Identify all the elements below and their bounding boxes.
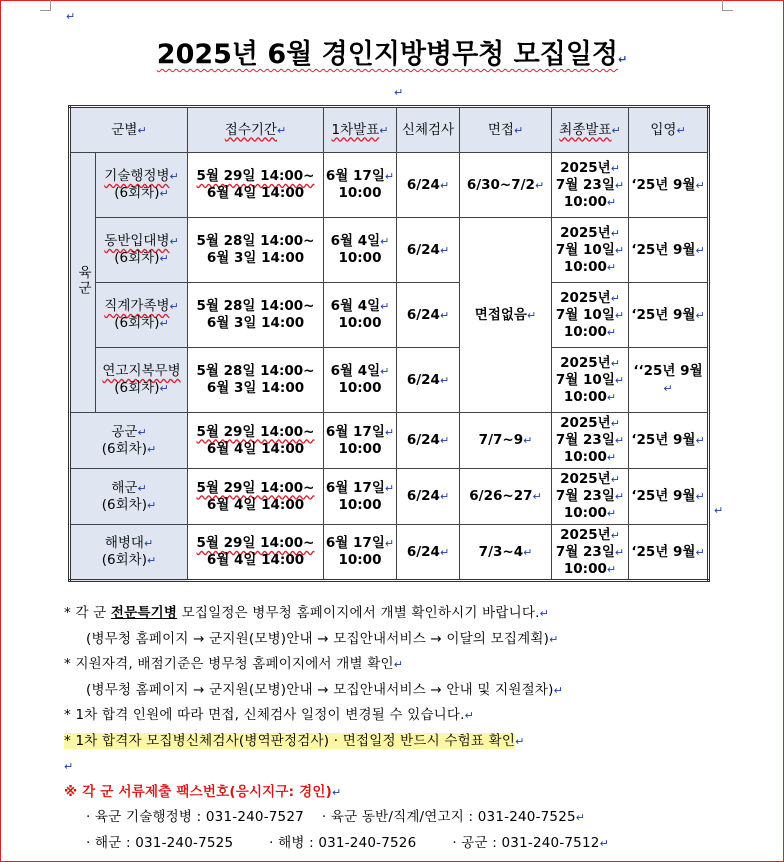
header-interview: 면접↵ <box>460 107 552 153</box>
first-result-cell: 6월 17일↵ 10:00 <box>324 413 397 469</box>
branch-name: 공군↵ (6회차)↵ <box>70 413 188 469</box>
enlist-cell: ‘25년 9월↵ <box>629 525 709 581</box>
note-eligibility-path: (병무청 홈페이지 → 군지원(모병)안내 → 모집안내서비스 → 안내 및 지원절차)↵ <box>86 681 563 698</box>
table-row <box>70 283 709 348</box>
final-result-cell: 2025년↵ 7월 23일↵ 10:00↵ <box>552 525 629 581</box>
period-cell: 5월 29일 14:00~ 6월 4일 14:00 <box>188 413 324 469</box>
final-result-cell: 2025년↵ 7월 23일↵ 10:00↵ <box>552 413 629 469</box>
group-label: 육군 <box>75 265 91 296</box>
enlist-cell: ‘‘25년 9월↵ <box>629 348 709 413</box>
header-physical: 신체검사 <box>397 107 460 153</box>
period-cell: 5월 28일 14:00~ 6월 3일 14:00 <box>188 283 324 348</box>
enlist-cell: ‘25년 9월↵ <box>629 153 709 218</box>
branch-name: 해병대↵ (6회차)↵ <box>70 525 188 581</box>
interview-cell: 6/26~27↵ <box>460 469 552 525</box>
paragraph-mark: ↵ <box>394 86 404 99</box>
table-header-row <box>70 107 709 153</box>
paragraph-mark: ↵ <box>66 10 76 23</box>
interview-cell: 면접없음↵ <box>460 218 552 413</box>
final-result-cell: 2025년↵ 7월 23일↵ 10:00↵ <box>552 153 629 218</box>
physical-cell: 6/24↵ <box>397 218 460 283</box>
note-eligibility: * 지원자격, 배점기준은 병무청 홈페이지에서 개별 확인↵ <box>64 656 404 672</box>
header-first-result: 1차발표↵ <box>324 107 397 153</box>
group-army <box>70 153 96 413</box>
first-result-cell: 6월 17일↵ 10:00 <box>324 469 397 525</box>
final-result-cell: 2025년↵ 7월 10일↵ 10:00↵ <box>552 283 629 348</box>
interview-cell: 7/3~4↵ <box>460 525 552 581</box>
note-exam-ticket: * 1차 합격자 모집병신체검사(병역판정검사) · 면접일정 반드시 수험표 확인↵ <box>64 732 525 749</box>
paragraph-mark: ↵ <box>714 504 724 517</box>
table-row <box>70 218 709 283</box>
interview-cell: 7/7~9↵ <box>460 413 552 469</box>
period-cell: 5월 29일 14:00~ 6월 4일 14:00 <box>188 469 324 525</box>
first-result-cell: 6월 4일↵ 10:00 <box>324 348 397 413</box>
first-result-cell: 6월 17일↵ 10:00 <box>324 153 397 218</box>
first-result-cell: 6월 17일↵ 10:00 <box>324 525 397 581</box>
table-row <box>70 525 709 581</box>
period-cell: 5월 29일 14:00~ 6월 4일 14:00 <box>188 153 324 218</box>
table-row <box>70 469 709 525</box>
header-branch: 군별↵ <box>70 107 188 153</box>
enlist-cell: ‘25년 9월↵ <box>629 218 709 283</box>
first-result-cell: 6월 4일↵ 10:00 <box>324 218 397 283</box>
schedule-table <box>68 105 710 582</box>
fax-line-1: · 육군 기술행정병 : 031-240-7527 · 육군 동반/직계/연고지 : 031-240-7525↵ <box>86 809 586 825</box>
notes-section <box>64 601 764 856</box>
header-period: 접수기간↵ <box>188 107 324 153</box>
enlist-cell: ‘25년 9월↵ <box>629 413 709 469</box>
physical-cell: 6/24↵ <box>397 525 460 581</box>
header-enlist: 입영↵ <box>629 107 709 153</box>
interview-cell: 6/30~7/2↵ <box>460 153 552 218</box>
physical-cell: 6/24↵ <box>397 469 460 525</box>
note-specialist: * 각 군 전문특기병 모집일정은 병무청 홈페이지에서 개별 확인하시기 바랍니다.↵ <box>64 605 550 621</box>
branch-name: 해군↵ (6회차)↵ <box>70 469 188 525</box>
physical-cell: 6/24↵ <box>397 283 460 348</box>
blank-line: ↵ <box>64 760 74 773</box>
enlist-cell: ‘25년 9월↵ <box>629 469 709 525</box>
first-result-cell: 6월 4일↵ 10:00 <box>324 283 397 348</box>
fax-title: ※ 각 군 서류제출 팩스번호(응시지구: 경인)↵ <box>64 783 342 800</box>
margin-corner-left <box>40 0 51 11</box>
branch-name: 직계가족병↵ (6회차)↵ <box>96 283 188 348</box>
note-specialist-path: (병무청 홈페이지 → 군지원(모병)안내 → 모집안내서비스 → 이달의 모집계획)↵ <box>86 630 559 647</box>
period-cell: 5월 28일 14:00~ 6월 3일 14:00 <box>188 218 324 283</box>
branch-name: 동반입대병↵ (6회차)↵ <box>96 218 188 283</box>
period-cell: 5월 28일 14:00~ 6월 3일 14:00 <box>188 348 324 413</box>
header-final-result: 최종발표↵ <box>552 107 629 153</box>
fax-line-2: · 해군 : 031-240-7525 · 해병 : 031-240-7526 · 공군 : 031-240-7512↵ <box>86 834 609 851</box>
page-title: 2025년 6월 경인지방병무청 모집일정↵ <box>156 39 628 70</box>
period-cell: 5월 29일 14:00~ 6월 4일 14:00 <box>188 525 324 581</box>
table-row <box>70 153 709 218</box>
physical-cell: 6/24↵ <box>397 413 460 469</box>
branch-name: 기술행정병↵ (6회차)↵ <box>96 153 188 218</box>
final-result-cell: 2025년↵ 7월 10일↵ 10:00↵ <box>552 348 629 413</box>
branch-name: 연고지복무병 (6회차)↵ <box>96 348 188 413</box>
final-result-cell: 2025년↵ 7월 23일↵ 10:00↵ <box>552 469 629 525</box>
physical-cell: 6/24↵ <box>397 348 460 413</box>
final-result-cell: 2025년↵ 7월 10일↵ 10:00↵ <box>552 218 629 283</box>
note-schedule-change: * 1차 합격 인원에 따라 면접, 신체검사 일정이 변경될 수 있습니다.↵ <box>64 707 475 723</box>
table-row <box>70 413 709 469</box>
table-row <box>70 348 709 413</box>
physical-cell: 6/24↵ <box>397 153 460 218</box>
enlist-cell: ‘25년 9월↵ <box>629 283 709 348</box>
margin-corner-right <box>722 0 733 11</box>
